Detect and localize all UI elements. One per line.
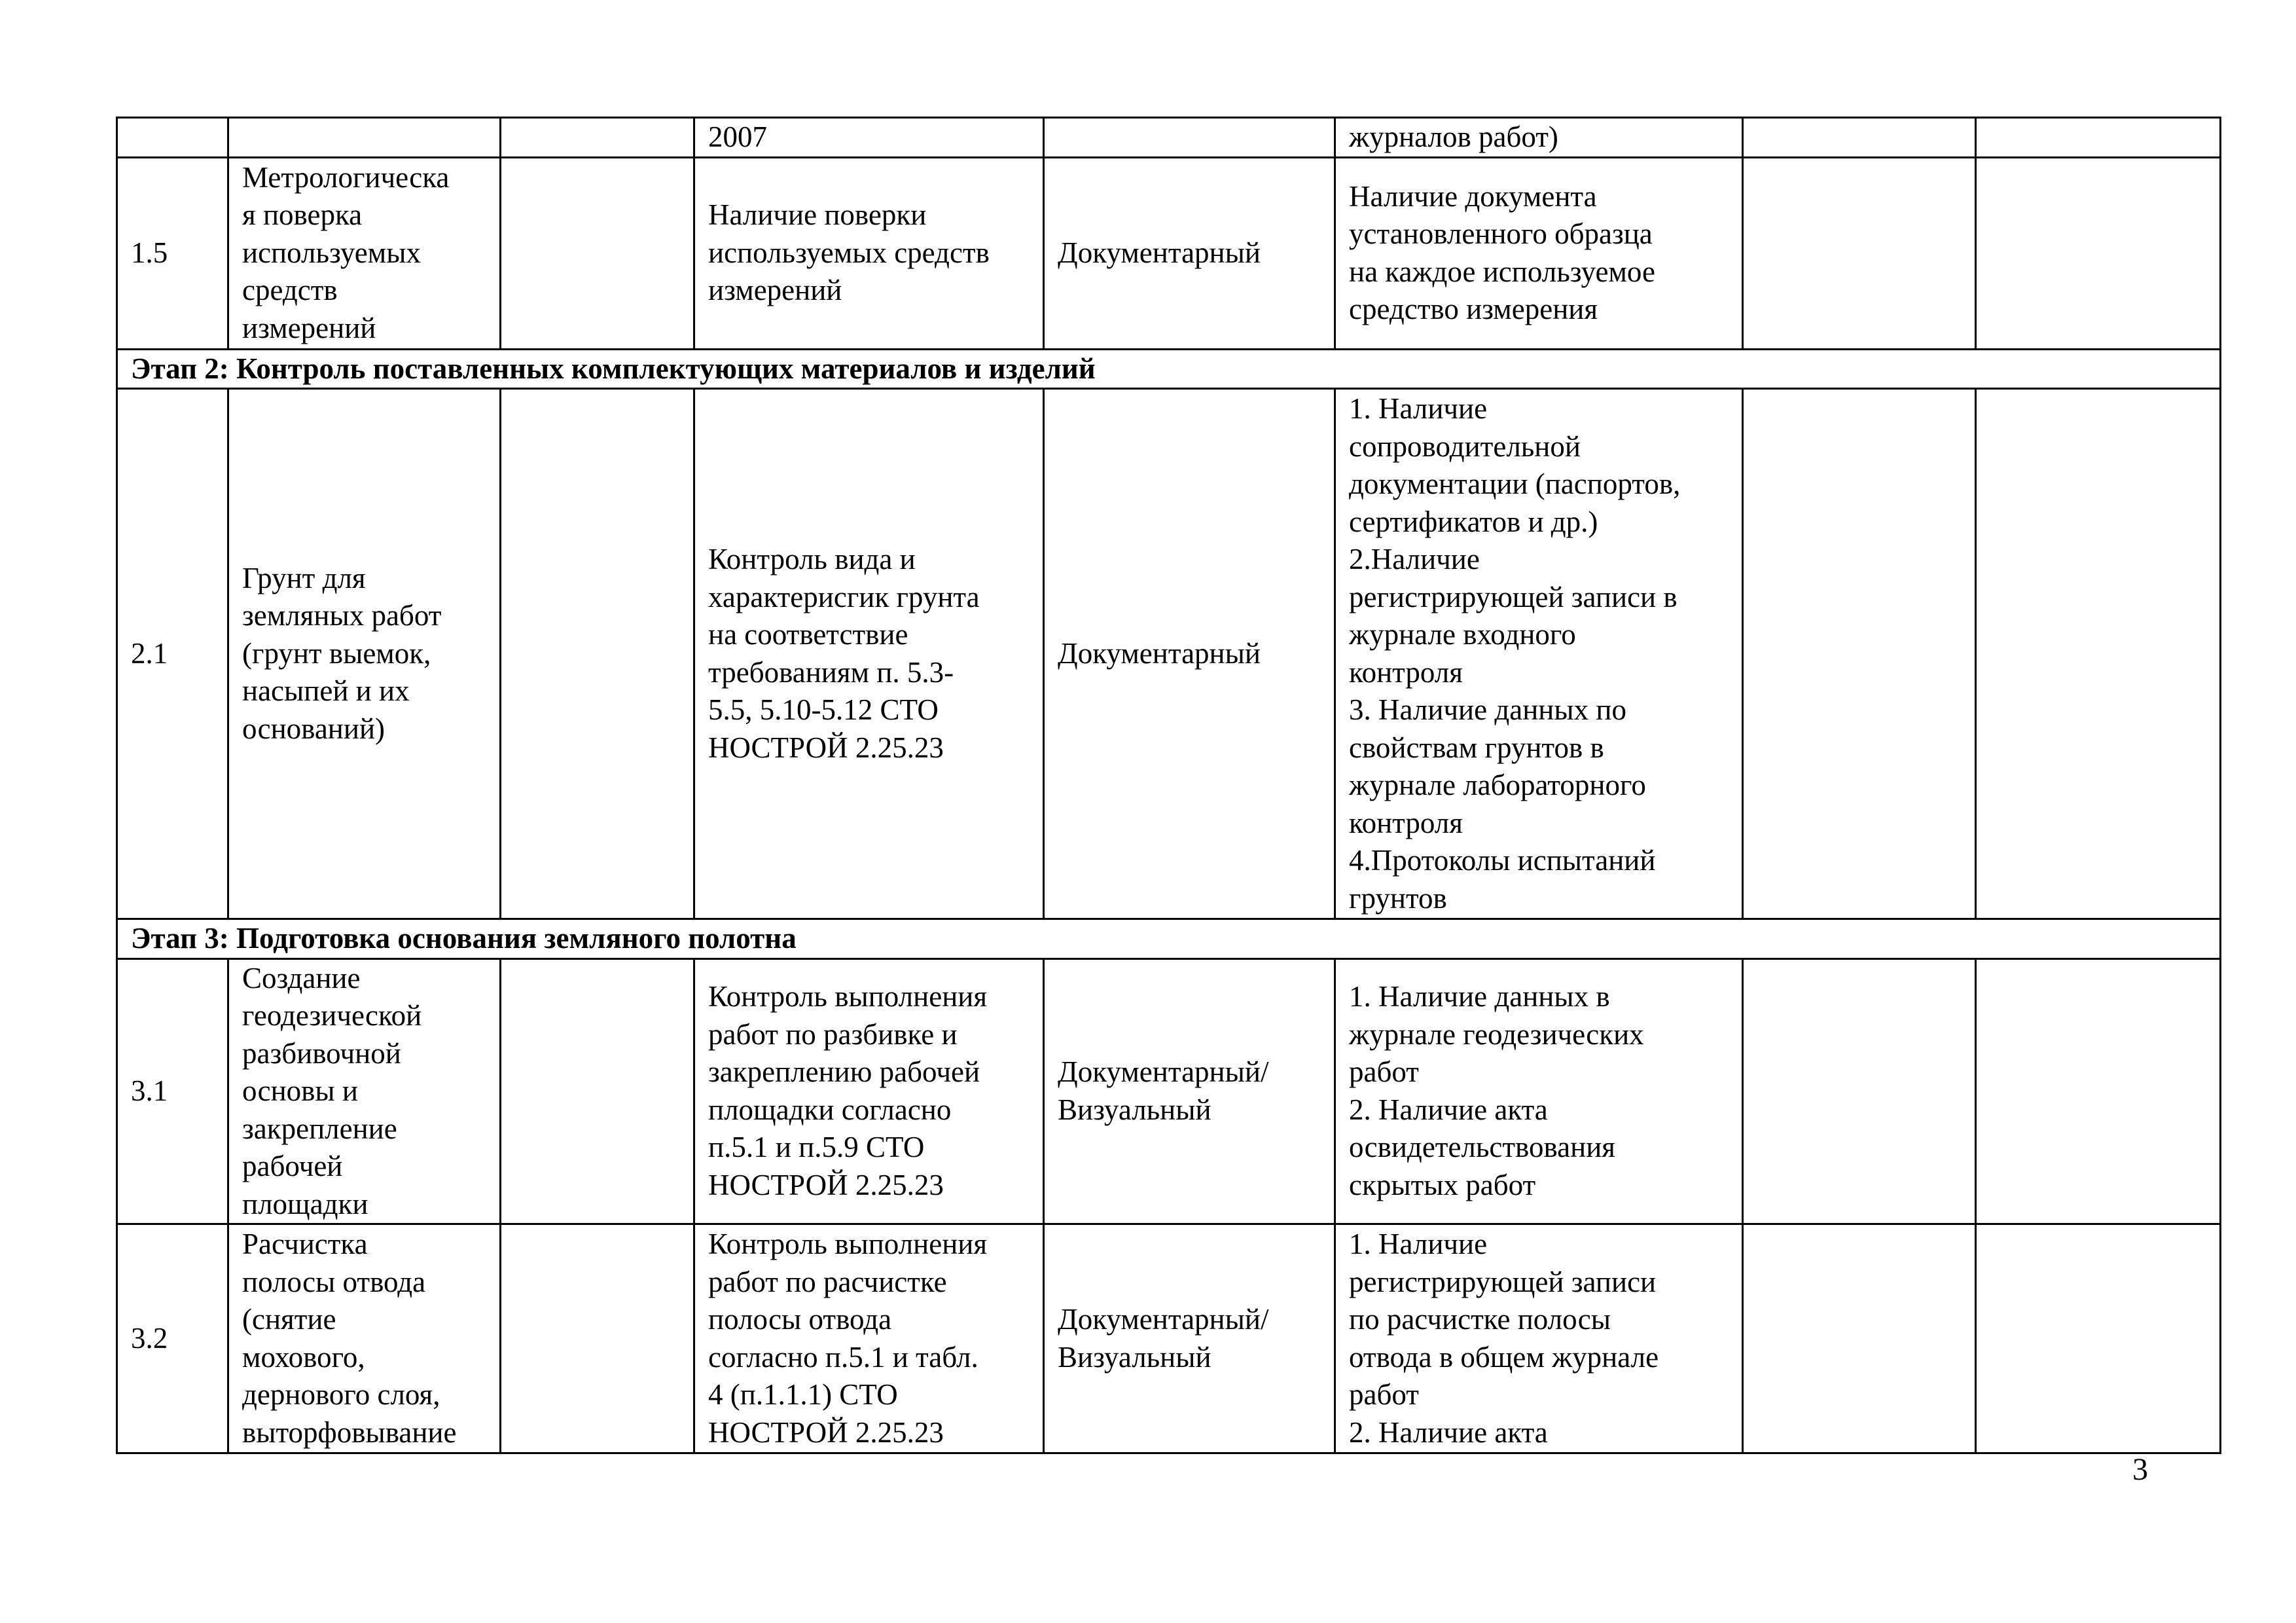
cell-col7 (1743, 157, 1976, 349)
cell-requirement: 2007 (694, 118, 1044, 158)
cell-method (1044, 118, 1335, 158)
cell-method: Документарный (1044, 157, 1335, 349)
cell-num (117, 118, 228, 158)
table-row-1-5 (117, 157, 2221, 349)
stage-heading: Этап 2: Контроль поставленных комплектующих материалов и изделий (117, 349, 2221, 389)
cell-requirement: Контроль выполнения работ по расчистке полосы отвода согласно п.5.1 и табл. 4 (п.1.1.1) СТО НОСТРОЙ 2.25.23 (694, 1224, 1044, 1453)
cell-name: Создание геодезической разбивочной основы и закрепление рабочей площадки (228, 958, 501, 1224)
cell-result: Наличие документа установленного образца на каждое используемое средство измерения (1335, 157, 1743, 349)
cell-col3 (501, 118, 694, 158)
inspection-table (116, 117, 2221, 1454)
cell-col8 (1976, 389, 2221, 919)
cell-requirement: Наличие поверки используемых средств измерений (694, 157, 1044, 349)
cell-name (228, 118, 501, 158)
cell-col7 (1743, 389, 1976, 919)
cell-col3 (501, 1224, 694, 1453)
table-row-2-1 (117, 389, 2221, 919)
cell-col3 (501, 157, 694, 349)
cell-col8 (1976, 1224, 2221, 1453)
cell-num: 3.2 (117, 1224, 228, 1453)
cell-method: Документарный (1044, 389, 1335, 919)
cell-col7 (1743, 958, 1976, 1224)
table-row-continuation (117, 118, 2221, 158)
cell-col3 (501, 389, 694, 919)
cell-col8 (1976, 958, 2221, 1224)
cell-col8 (1976, 118, 2221, 158)
cell-col7 (1743, 118, 1976, 158)
stage-row-2 (117, 349, 2221, 389)
cell-result: журналов работ) (1335, 118, 1743, 158)
cell-col7 (1743, 1224, 1976, 1453)
cell-col3 (501, 958, 694, 1224)
cell-num: 2.1 (117, 389, 228, 919)
cell-name: Расчистка полосы отвода (снятие мохового, дернового слоя, выторфовывание (228, 1224, 501, 1453)
stage-heading: Этап 3: Подготовка основания земляного полотна (117, 919, 2221, 959)
cell-num: 3.1 (117, 958, 228, 1224)
cell-result: 1. Наличие данных в журнале геодезических работ 2. Наличие акта освидетельствования скрытых работ (1335, 958, 1743, 1224)
cell-name: Грунт для земляных работ (грунт выемок, насыпей и их оснований) (228, 389, 501, 919)
stage-row-3 (117, 919, 2221, 959)
cell-num: 1.5 (117, 157, 228, 349)
cell-name: Метрологическа я поверка используемых средств измерений (228, 157, 501, 349)
cell-method: Документарный/ Визуальный (1044, 1224, 1335, 1453)
table-row-3-2 (117, 1224, 2221, 1453)
cell-requirement: Контроль вида и характерисгик грунта на соответствие требованиям п. 5.3- 5.5, 5.10-5.12 СТО НОСТРОЙ 2.25.23 (694, 389, 1044, 919)
cell-requirement: Контроль выполнения работ по разбивке и закреплению рабочей площадки согласно п.5.1 и п.5.9 СТО НОСТРОЙ 2.25.23 (694, 958, 1044, 1224)
cell-method: Документарный/ Визуальный (1044, 958, 1335, 1224)
table-row-3-1 (117, 958, 2221, 1224)
page-number: 3 (2132, 1452, 2148, 1487)
cell-result: 1. Наличие регистрирующей записи по расчистке полосы отвода в общем журнале работ 2. Наличие акта (1335, 1224, 1743, 1453)
cell-result: 1. Наличие сопроводительной документации (паспортов, сертификатов и др.) 2.Наличие регистрирующей записи в журнале входного контроля 3. Наличие данных по свойствам грунтов в журнале лабораторного контроля 4.Протоколы испытаний грунтов (1335, 389, 1743, 919)
cell-col8 (1976, 157, 2221, 349)
